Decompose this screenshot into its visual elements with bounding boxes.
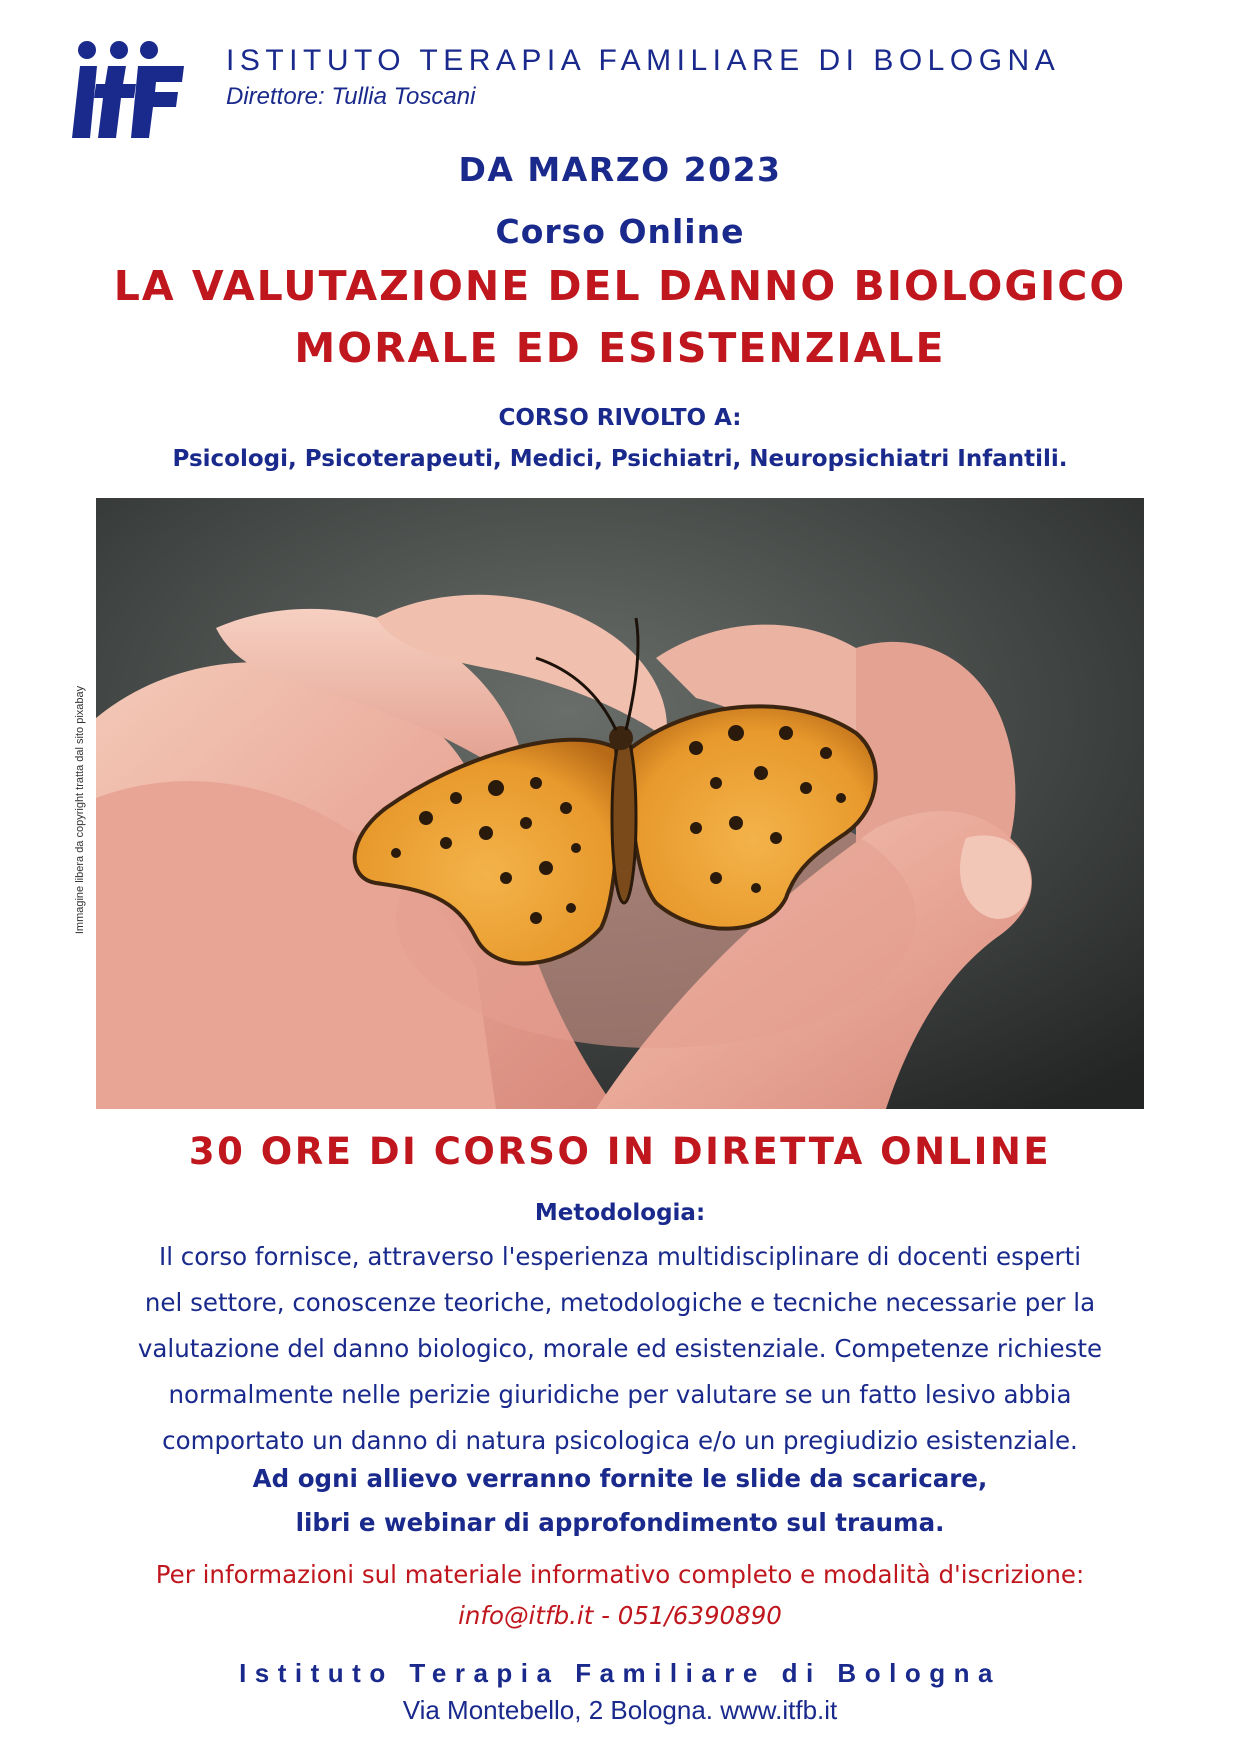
methodology-text (70, 1234, 1170, 1464)
course-title-line1: LA VALUTAZIONE DEL DANNO BIOLOGICO (113, 262, 1127, 310)
audience-list: Psicologi, Psicoterapeuti, Medici, Psichiatri, Neuropsichiatri Infantili. (172, 446, 1068, 472)
contact-info[interactable]: info@itfb.it - 051/6390890 (458, 1601, 782, 1630)
org-title: ISTITUTO TERAPIA FAMILIARE DI BOLOGNA (226, 44, 1061, 77)
butterfly-in-hand-illustration (96, 498, 1144, 1109)
logo-text: ITF (66, 40, 68, 41)
itf-logo (66, 40, 206, 140)
course-hours: 30 ORE DI CORSO IN DIRETTA ONLINE (188, 1130, 1052, 1173)
audience-label: CORSO RIVOLTO A: (498, 405, 742, 431)
methodology-line: Il corso fornisce, attraverso l'esperienza multidisciplinare di docenti esperti (158, 1242, 1082, 1271)
materials-note (0, 1457, 1240, 1545)
methodology-line: normalmente nelle perizie giuridiche per valutare se un fatto lesivo abbia (168, 1380, 1072, 1409)
materials-line2: libri e webinar di approfondimento sul trauma. (295, 1508, 945, 1537)
course-start-date: DA MARZO 2023 (458, 150, 782, 189)
footer-org-name: Istituto Terapia Familiare di Bologna (239, 1658, 1001, 1688)
methodology-label: Metodologia: (534, 1200, 706, 1226)
director-name: Direttore: Tullia Toscani (226, 83, 476, 110)
course-type: Corso Online (495, 212, 745, 251)
course-title-line2: MORALE ED ESISTENZIALE (294, 324, 946, 372)
materials-line1: Ad ogni allievo verranno fornite le slide da scaricare, (252, 1464, 988, 1493)
methodology-line: comportato un danno di natura psicologica e/o un pregiudizio esistenziale. (162, 1426, 1078, 1455)
butterfly-photo (96, 498, 1144, 1109)
methodology-line: nel settore, conoscenze teoriche, metodologiche e tecniche necessarie per la (144, 1288, 1096, 1317)
methodology-line: valutazione del danno biologico, morale ed esistenziale. Competenze richieste (137, 1334, 1103, 1363)
footer-address: Via Montebello, 2 Bologna. www.itfb.it (402, 1695, 838, 1725)
info-text: Per informazioni sul materiale informativo completo e modalità d'iscrizione: (155, 1560, 1085, 1589)
image-credit: Immagine libera da copyright tratta dal sito pixabay (74, 685, 86, 935)
